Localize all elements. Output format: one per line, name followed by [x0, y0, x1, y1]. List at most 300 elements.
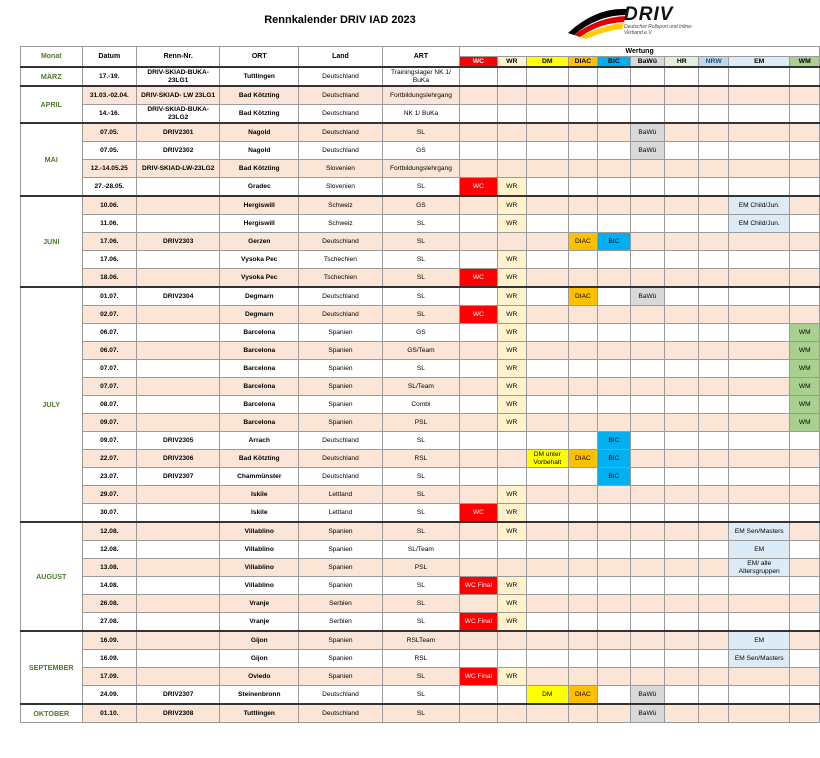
cell-diac: [568, 414, 598, 432]
cell-land: Spanien: [299, 631, 382, 650]
cell-art: GS: [382, 142, 460, 160]
cell-renn: [137, 577, 220, 595]
cell-datum: 01.07.: [82, 287, 137, 306]
cell-nrw: [699, 577, 729, 595]
cell-hr: [665, 123, 699, 142]
cell-wc: [460, 67, 497, 86]
cell-bic: BIC: [598, 468, 630, 486]
cell-nrw: [699, 86, 729, 105]
cell-ort: Vranje: [220, 613, 299, 632]
header-wertung: Wertung: [460, 47, 820, 57]
cell-art: GS: [382, 196, 460, 215]
cell-renn: [137, 306, 220, 324]
cell-datum: 17.-19.: [82, 67, 137, 86]
cell-em: [729, 142, 790, 160]
cell-wc: [460, 486, 497, 504]
table-row: [21, 196, 820, 215]
cell-bic: [598, 269, 630, 288]
cell-wr: WR: [497, 178, 526, 197]
cell-art: SL: [382, 486, 460, 504]
cell-wc: WC Final: [460, 613, 497, 632]
cell-art: SL: [382, 686, 460, 705]
cell-hr: [665, 595, 699, 613]
cell-renn: [137, 396, 220, 414]
cell-nrw: [699, 541, 729, 559]
cell-renn: DRIV2301: [137, 123, 220, 142]
cell-land: Spanien: [299, 378, 382, 396]
cell-hr: [665, 342, 699, 360]
cell-art: PSL: [382, 559, 460, 577]
month-label: MÄRZ: [21, 67, 83, 86]
cell-art: Fortbildungslehrgang: [382, 160, 460, 178]
cell-land: Serbien: [299, 613, 382, 632]
table-row: [21, 486, 820, 504]
cell-diac: [568, 504, 598, 523]
cell-bic: [598, 251, 630, 269]
cell-wc: [460, 522, 497, 541]
cell-bic: [598, 360, 630, 378]
cell-wm: [790, 196, 820, 215]
cell-em: [729, 686, 790, 705]
cell-wr: WR: [497, 360, 526, 378]
cell-bic: [598, 215, 630, 233]
cell-wm: WM: [790, 324, 820, 342]
cell-ort: Barcelona: [220, 396, 299, 414]
cell-wc: [460, 342, 497, 360]
cell-datum: 29.07.: [82, 486, 137, 504]
cell-bawu: [630, 577, 665, 595]
cell-bawu: [630, 378, 665, 396]
cell-ort: Gijon: [220, 650, 299, 668]
cell-diac: [568, 704, 598, 723]
header-dm: DM: [526, 57, 568, 68]
cell-wc: [460, 631, 497, 650]
cell-diac: [568, 360, 598, 378]
cell-hr: [665, 613, 699, 632]
cell-ort: Arrach: [220, 432, 299, 450]
cell-diac: [568, 595, 598, 613]
cell-wm: [790, 577, 820, 595]
cell-wc: [460, 686, 497, 705]
cell-wc: [460, 215, 497, 233]
cell-dm: [526, 86, 568, 105]
cell-wr: WR: [497, 504, 526, 523]
cell-wr: WR: [497, 613, 526, 632]
cell-land: Slovenien: [299, 178, 382, 197]
cell-bic: [598, 668, 630, 686]
cell-wm: WM: [790, 414, 820, 432]
cell-renn: DRIV2306: [137, 450, 220, 468]
cell-em: [729, 324, 790, 342]
cell-land: Lettland: [299, 504, 382, 523]
cell-bawu: [630, 342, 665, 360]
cell-nrw: [699, 123, 729, 142]
cell-em: EM: [729, 631, 790, 650]
cell-diac: [568, 613, 598, 632]
cell-nrw: [699, 160, 729, 178]
cell-land: Tschechien: [299, 251, 382, 269]
cell-land: Deutschland: [299, 287, 382, 306]
table-row: [21, 324, 820, 342]
cell-bic: [598, 414, 630, 432]
cell-datum: 16.09.: [82, 650, 137, 668]
table-row: [21, 414, 820, 432]
cell-wc: [460, 468, 497, 486]
cell-datum: 09.07.: [82, 414, 137, 432]
logo-wordmark: DRIV: [624, 4, 674, 25]
cell-art: Combi: [382, 396, 460, 414]
cell-wm: [790, 251, 820, 269]
cell-art: RSL: [382, 450, 460, 468]
cell-dm: [526, 251, 568, 269]
cell-wc: [460, 287, 497, 306]
cell-renn: [137, 613, 220, 632]
cell-wr: WR: [497, 342, 526, 360]
cell-nrw: [699, 178, 729, 197]
cell-diac: [568, 215, 598, 233]
cell-land: Schweiz: [299, 196, 382, 215]
cell-bic: [598, 704, 630, 723]
cell-land: Deutschland: [299, 233, 382, 251]
cell-wr: [497, 686, 526, 705]
cell-land: Deutschland: [299, 306, 382, 324]
cell-wr: [497, 142, 526, 160]
cell-renn: [137, 178, 220, 197]
cell-renn: [137, 414, 220, 432]
cell-hr: [665, 269, 699, 288]
cell-wm: [790, 432, 820, 450]
cell-dm: [526, 342, 568, 360]
cell-em: EM: [729, 541, 790, 559]
cell-diac: [568, 160, 598, 178]
cell-bawu: [630, 650, 665, 668]
cell-dm: DM: [526, 686, 568, 705]
cell-wc: [460, 360, 497, 378]
header-art: ART: [382, 47, 460, 68]
cell-wm: [790, 142, 820, 160]
cell-datum: 27.-28.05.: [82, 178, 137, 197]
table-row: [21, 613, 820, 632]
cell-bawu: [630, 414, 665, 432]
cell-wc: [460, 378, 497, 396]
cell-land: Deutschland: [299, 67, 382, 86]
cell-ort: Nagold: [220, 123, 299, 142]
cell-wm: WM: [790, 342, 820, 360]
cell-datum: 26.08.: [82, 595, 137, 613]
cell-datum: 02.07.: [82, 306, 137, 324]
cell-art: RSL: [382, 650, 460, 668]
cell-renn: DRIV2305: [137, 432, 220, 450]
cell-art: SL: [382, 468, 460, 486]
cell-wc: [460, 559, 497, 577]
cell-em: [729, 251, 790, 269]
month-label: JULY: [21, 287, 83, 522]
cell-art: GS: [382, 324, 460, 342]
cell-ort: Iskile: [220, 486, 299, 504]
cell-wr: [497, 86, 526, 105]
cell-datum: 01.10.: [82, 704, 137, 723]
cell-nrw: [699, 324, 729, 342]
cell-renn: DRIV-SKIAD- LW 23LG1: [137, 86, 220, 105]
cell-bawu: BaWü: [630, 123, 665, 142]
cell-renn: [137, 251, 220, 269]
cell-bic: [598, 196, 630, 215]
cell-wc: [460, 432, 497, 450]
cell-wm: [790, 269, 820, 288]
cell-bawu: [630, 595, 665, 613]
cell-hr: [665, 631, 699, 650]
cell-em: [729, 178, 790, 197]
cell-dm: [526, 486, 568, 504]
cell-art: SL: [382, 577, 460, 595]
cell-art: NK 1/ BuKa: [382, 105, 460, 124]
cell-bawu: [630, 269, 665, 288]
cell-nrw: [699, 396, 729, 414]
cell-diac: [568, 67, 598, 86]
table-row: [21, 595, 820, 613]
cell-dm: [526, 215, 568, 233]
table-row: [21, 123, 820, 142]
cell-nrw: [699, 595, 729, 613]
cell-art: SL: [382, 432, 460, 450]
cell-wc: WC Final: [460, 577, 497, 595]
cell-renn: [137, 631, 220, 650]
cell-art: SL: [382, 704, 460, 723]
cell-em: [729, 704, 790, 723]
cell-em: [729, 504, 790, 523]
cell-art: SL: [382, 504, 460, 523]
cell-bic: [598, 504, 630, 523]
cell-datum: 31.03.-02.04.: [82, 86, 137, 105]
cell-land: Deutschland: [299, 468, 382, 486]
cell-diac: DIAC: [568, 686, 598, 705]
cell-dm: [526, 650, 568, 668]
cell-wc: [460, 142, 497, 160]
cell-hr: [665, 360, 699, 378]
cell-datum: 18.06.: [82, 269, 137, 288]
month-label: MAI: [21, 123, 83, 196]
month-label: APRIL: [21, 86, 83, 123]
cell-land: Deutschland: [299, 86, 382, 105]
cell-dm: [526, 67, 568, 86]
cell-hr: [665, 67, 699, 86]
cell-hr: [665, 704, 699, 723]
cell-diac: [568, 559, 598, 577]
table-row: [21, 650, 820, 668]
cell-hr: [665, 215, 699, 233]
cell-art: PSL: [382, 414, 460, 432]
table-row: [21, 559, 820, 577]
header-diac: DIAC: [568, 57, 598, 68]
cell-hr: [665, 541, 699, 559]
cell-dm: [526, 378, 568, 396]
cell-bic: [598, 324, 630, 342]
cell-art: SL: [382, 668, 460, 686]
cell-datum: 11.06.: [82, 215, 137, 233]
cell-nrw: [699, 468, 729, 486]
cell-bawu: [630, 360, 665, 378]
cell-datum: 23.07.: [82, 468, 137, 486]
cell-wc: [460, 251, 497, 269]
cell-em: [729, 160, 790, 178]
table-row: [21, 541, 820, 559]
cell-diac: [568, 251, 598, 269]
cell-datum: 07.07.: [82, 378, 137, 396]
cell-nrw: [699, 631, 729, 650]
cell-wc: [460, 650, 497, 668]
cell-bawu: [630, 396, 665, 414]
cell-art: Trainingslager NK 1/ BuKa: [382, 67, 460, 86]
cell-ort: Vysoka Pec: [220, 269, 299, 288]
cell-em: [729, 450, 790, 468]
cell-em: EM Sen/Masters: [729, 650, 790, 668]
race-calendar-table: [20, 46, 820, 723]
cell-land: Spanien: [299, 577, 382, 595]
cell-wc: [460, 324, 497, 342]
table-row: [21, 306, 820, 324]
cell-wr: WR: [497, 577, 526, 595]
cell-dm: [526, 178, 568, 197]
cell-dm: [526, 396, 568, 414]
cell-wm: [790, 468, 820, 486]
cell-bawu: [630, 541, 665, 559]
cell-bawu: [630, 486, 665, 504]
cell-hr: [665, 577, 699, 595]
cell-ort: Villablino: [220, 577, 299, 595]
cell-dm: [526, 577, 568, 595]
cell-ort: Oviedo: [220, 668, 299, 686]
cell-em: [729, 86, 790, 105]
cell-diac: [568, 650, 598, 668]
cell-art: SL: [382, 269, 460, 288]
cell-nrw: [699, 504, 729, 523]
table-row: [21, 86, 820, 105]
cell-em: [729, 67, 790, 86]
cell-nrw: [699, 650, 729, 668]
cell-hr: [665, 160, 699, 178]
cell-wr: [497, 650, 526, 668]
cell-land: Slovenien: [299, 160, 382, 178]
cell-wm: WM: [790, 360, 820, 378]
cell-ort: Gradec: [220, 178, 299, 197]
cell-land: Spanien: [299, 522, 382, 541]
table-row: [21, 105, 820, 124]
cell-diac: [568, 178, 598, 197]
cell-wm: [790, 233, 820, 251]
cell-hr: [665, 142, 699, 160]
cell-land: Deutschland: [299, 450, 382, 468]
cell-nrw: [699, 67, 729, 86]
cell-datum: 07.05.: [82, 123, 137, 142]
cell-em: [729, 432, 790, 450]
cell-bic: BIC: [598, 432, 630, 450]
cell-nrw: [699, 559, 729, 577]
month-label: SEPTEMBER: [21, 631, 83, 704]
cell-bawu: BaWü: [630, 142, 665, 160]
cell-hr: [665, 178, 699, 197]
cell-diac: [568, 577, 598, 595]
cell-ort: Vysoka Pec: [220, 251, 299, 269]
cell-art: SL/Team: [382, 378, 460, 396]
cell-bawu: [630, 251, 665, 269]
cell-wr: [497, 432, 526, 450]
cell-diac: [568, 486, 598, 504]
cell-wm: [790, 704, 820, 723]
cell-nrw: [699, 450, 729, 468]
cell-bawu: BaWü: [630, 287, 665, 306]
cell-datum: 22.07.: [82, 450, 137, 468]
cell-diac: [568, 631, 598, 650]
table-row: [21, 233, 820, 251]
cell-bic: [598, 522, 630, 541]
cell-datum: 17.06.: [82, 233, 137, 251]
cell-nrw: [699, 342, 729, 360]
cell-land: Serbien: [299, 595, 382, 613]
cell-bawu: [630, 324, 665, 342]
table-row: [21, 468, 820, 486]
cell-ort: Tuttlingen: [220, 704, 299, 723]
cell-ort: Tuttlingen: [220, 67, 299, 86]
cell-hr: [665, 233, 699, 251]
cell-diac: [568, 432, 598, 450]
cell-datum: 06.07.: [82, 342, 137, 360]
cell-wc: WC: [460, 269, 497, 288]
cell-wr: [497, 123, 526, 142]
cell-nrw: [699, 613, 729, 632]
cell-dm: [526, 269, 568, 288]
cell-hr: [665, 324, 699, 342]
cell-bawu: [630, 178, 665, 197]
cell-wr: WR: [497, 324, 526, 342]
cell-datum: 13.08.: [82, 559, 137, 577]
cell-renn: DRIV2308: [137, 704, 220, 723]
cell-em: [729, 105, 790, 124]
cell-hr: [665, 504, 699, 523]
cell-dm: [526, 105, 568, 124]
cell-land: Deutschland: [299, 432, 382, 450]
cell-bawu: [630, 504, 665, 523]
cell-land: Spanien: [299, 324, 382, 342]
cell-hr: [665, 196, 699, 215]
cell-land: Deutschland: [299, 142, 382, 160]
cell-ort: Bad Kötzting: [220, 160, 299, 178]
cell-dm: [526, 613, 568, 632]
cell-dm: DM unter Vorbehalt: [526, 450, 568, 468]
cell-datum: 24.09.: [82, 686, 137, 705]
cell-diac: [568, 541, 598, 559]
cell-land: Tschechien: [299, 269, 382, 288]
cell-bic: [598, 559, 630, 577]
cell-datum: 30.07.: [82, 504, 137, 523]
cell-datum: 12.-14.05.25: [82, 160, 137, 178]
cell-bawu: [630, 196, 665, 215]
cell-em: [729, 233, 790, 251]
cell-em: [729, 396, 790, 414]
cell-ort: Iskile: [220, 504, 299, 523]
cell-ort: Steinenbronn: [220, 686, 299, 705]
cell-dm: [526, 196, 568, 215]
cell-wr: WR: [497, 306, 526, 324]
cell-datum: 06.07.: [82, 324, 137, 342]
cell-land: Deutschland: [299, 686, 382, 705]
cell-wr: WR: [497, 287, 526, 306]
cell-dm: [526, 360, 568, 378]
header-monat: Monat: [21, 47, 83, 68]
cell-datum: 12.08.: [82, 522, 137, 541]
cell-hr: [665, 686, 699, 705]
cell-hr: [665, 105, 699, 124]
cell-wc: [460, 396, 497, 414]
